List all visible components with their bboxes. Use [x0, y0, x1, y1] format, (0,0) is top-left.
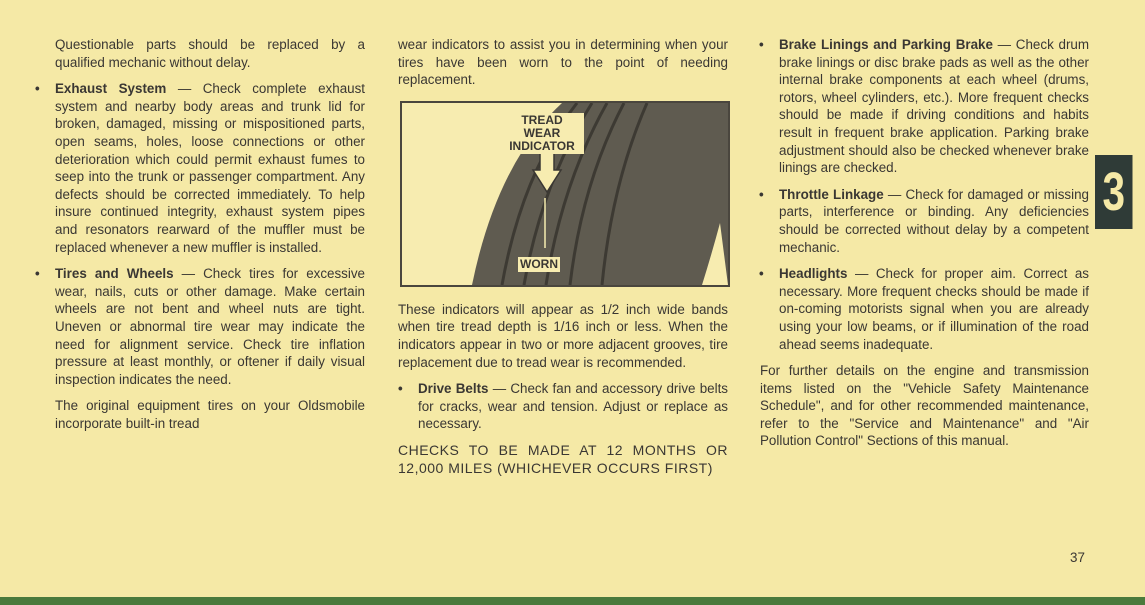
drive-belts-item	[398, 380, 728, 433]
indicators-paragraph: These indicators will appear as 1/2 inch wide bands when tire tread depth is 1/16 inch or less. When the indicators appear in two or more adjacent grooves, tire replacement due to tread wear is recommended.	[398, 301, 728, 370]
further-details-paragraph: For further details on the engine and transmission items listed on the "Vehicle Safety Maintenance Schedule", and for other recommended maintenance, refer to the "Service and Maintenance" and "Air Pollution Control" Sections of this manual.	[760, 363, 1089, 449]
item-title: Exhaust System	[55, 81, 167, 97]
bullet: •	[398, 381, 403, 397]
exhaust-system-item	[35, 80, 366, 256]
item-text: — Check drum brake linings or disc brake pads as well as the other internal brake components at each wheel (drums, rotors, wheel cylinders, etc.). More frequent checks should be made if driving conditions and habits result in frequent brake application. Parking brake adjustment should also be checked whenever brake linings are checked.	[779, 37, 1090, 176]
item-title: Brake Linings and Parking Brake	[779, 37, 993, 52]
item-text: — Check tires for excessive wear, nails, cuts or other damage. Make certain wheels are not bent and wheel nuts are tight. Uneven or abnormal tire wear may indicate the need for alignment service. Check tire inflation pressure at least monthly, or oftener if daily visual inspection indicates the need.	[55, 266, 365, 387]
bullet: •	[759, 186, 764, 202]
column-right	[759, 36, 1090, 459]
bullet: •	[35, 266, 40, 282]
item-title: Tires and Wheels	[55, 266, 174, 282]
tires-wheels-item	[35, 265, 365, 388]
headlights-item	[759, 265, 1089, 353]
brake-linings-item	[759, 36, 1090, 177]
item-text: — Check complete exhaust system and nearby body areas and trunk lid for broken, damaged, missing or mispositioned parts, open seams, holes, loose connections or other deterioration which could permit exhaust fumes to seep into the trunk or passenger compartment. Any defects should be corrected immediately. To help insure continued integrity, exhaust system pipes and resonators rearward of the muffler must be replaced whenever a new muffler is installed.	[55, 81, 366, 255]
item-text: — Check fan and accessory drive belts for cracks, wear and tension. Adjust or replace as necessary.	[418, 381, 728, 432]
page-number: 37	[1070, 550, 1085, 565]
continued-paragraph: wear indicators to assist you in determining when your tires have been worn to the point of needing replacement.	[398, 37, 728, 88]
column-middle	[398, 36, 728, 486]
item-title: Throttle Linkage	[779, 186, 884, 202]
worn-label: WORN	[520, 256, 558, 271]
intro-paragraph: Questionable parts should be replaced by a qualified mechanic without delay.	[55, 37, 365, 70]
page-edge	[0, 597, 1145, 605]
item-text: — Check for proper aim. Correct as necessary. More frequent checks should be made if on-coming motorists signal when you are already using your low beams, or if illumination of the road ahead seems inadequate.	[779, 266, 1089, 352]
item-text: — Check for damaged or missing parts, interference or binding. Any deficiencies should be corrected without delay by a competent mechanic.	[779, 186, 1089, 255]
item-title: Headlights	[779, 266, 848, 282]
bullet: •	[759, 37, 764, 52]
original-tires-paragraph: The original equipment tires on your Oldsmobile incorporate built-in tread	[55, 398, 365, 431]
tread-wear-figure	[400, 101, 730, 287]
column-left	[35, 36, 366, 441]
bullet: •	[35, 81, 40, 97]
section-tab: 3	[1095, 155, 1133, 229]
tread-wear-indicator-label: TREAD WEAR INDICATOR	[500, 113, 584, 154]
item-title: Drive Belts	[418, 381, 489, 397]
throttle-linkage-item	[759, 186, 1089, 256]
bullet: •	[759, 266, 764, 282]
checks-heading: CHECKS TO BE MADE AT 12 MONTHS OR 12,000 MILES (WHICHEVER OCCURS FIRST)	[398, 441, 728, 476]
